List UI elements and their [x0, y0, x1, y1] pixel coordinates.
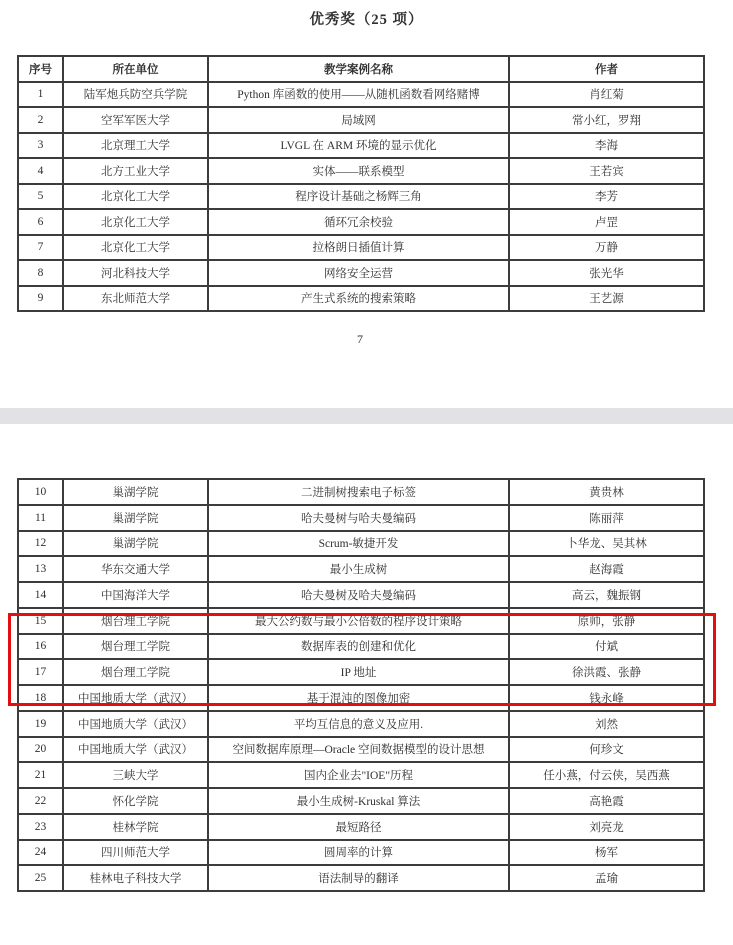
header-cell-case: 教学案例名称: [208, 56, 509, 82]
cell-author: 原帅，张静: [509, 608, 704, 634]
cell-no: 17: [18, 659, 63, 685]
cell-unit: 桂林学院: [63, 814, 208, 840]
cell-case_name: 实体——联系模型: [208, 158, 509, 184]
cell-no: 6: [18, 209, 63, 235]
cell-author: 常小红，罗翔: [509, 107, 704, 133]
cell-no: 5: [18, 184, 63, 210]
cell-unit: 四川师范大学: [63, 840, 208, 866]
cell-case_name: 语法制导的翻译: [208, 865, 509, 891]
cell-no: 23: [18, 814, 63, 840]
awards-table-page2: [17, 478, 705, 892]
cell-case_name: Python 库函数的使用——从随机函数看网络赌博: [208, 82, 509, 108]
cell-no: 10: [18, 479, 63, 505]
table-row: [18, 209, 704, 235]
cell-no: 16: [18, 634, 63, 660]
cell-author: 李芳: [509, 184, 704, 210]
table-row: [18, 184, 704, 210]
cell-unit: 烟台理工学院: [63, 634, 208, 660]
cell-case_name: 循环冗余校验: [208, 209, 509, 235]
cell-author: 钱永峰: [509, 685, 704, 711]
page-break-divider: [0, 408, 733, 424]
cell-author: 徐洪霞、张静: [509, 659, 704, 685]
cell-case_name: Scrum-敏捷开发: [208, 531, 509, 557]
table-row: [18, 82, 704, 108]
cell-author: 张光华: [509, 260, 704, 286]
cell-author: 刘然: [509, 711, 704, 737]
cell-case_name: 拉格朗日插值计算: [208, 235, 509, 261]
cell-no: 22: [18, 788, 63, 814]
awards-table-page1: [17, 55, 705, 312]
cell-unit: 北京化工大学: [63, 184, 208, 210]
cell-unit: 烟台理工学院: [63, 659, 208, 685]
cell-unit: 空军军医大学: [63, 107, 208, 133]
cell-no: 8: [18, 260, 63, 286]
cell-no: 7: [18, 235, 63, 261]
cell-unit: 北京化工大学: [63, 209, 208, 235]
cell-no: 11: [18, 505, 63, 531]
table-row: [18, 158, 704, 184]
table-row: [18, 505, 704, 531]
cell-no: 24: [18, 840, 63, 866]
table-row: [18, 582, 704, 608]
cell-case_name: 二进制树搜索电子标签: [208, 479, 509, 505]
table-row: [18, 479, 704, 505]
cell-case_name: 基于混沌的图像加密: [208, 685, 509, 711]
table-row: [18, 133, 704, 159]
table-row: [18, 814, 704, 840]
cell-case_name: 哈夫曼树与哈夫曼编码: [208, 505, 509, 531]
cell-case_name: 平均互信息的意义及应用.: [208, 711, 509, 737]
cell-no: 14: [18, 582, 63, 608]
cell-author: 付斌: [509, 634, 704, 660]
cell-unit: 中国海洋大学: [63, 582, 208, 608]
table-row: [18, 608, 704, 634]
cell-unit: 巢湖学院: [63, 479, 208, 505]
cell-unit: 中国地质大学（武汉）: [63, 685, 208, 711]
cell-case_name: IP 地址: [208, 659, 509, 685]
cell-author: 陈丽萍: [509, 505, 704, 531]
cell-author: 黄贵林: [509, 479, 704, 505]
table-row: [18, 659, 704, 685]
cell-author: 李海: [509, 133, 704, 159]
cell-unit: 华东交通大学: [63, 556, 208, 582]
table-row: [18, 685, 704, 711]
cell-unit: 陆军炮兵防空兵学院: [63, 82, 208, 108]
cell-author: 万静: [509, 235, 704, 261]
cell-author: 任小燕，付云侠，吴西燕: [509, 762, 704, 788]
table-row: [18, 107, 704, 133]
cell-unit: 北京理工大学: [63, 133, 208, 159]
table-row: [18, 634, 704, 660]
cell-author: 刘亮龙: [509, 814, 704, 840]
cell-no: 20: [18, 737, 63, 763]
cell-case_name: 数据库表的创建和优化: [208, 634, 509, 660]
table-row: [18, 286, 704, 312]
cell-unit: 中国地质大学（武汉）: [63, 737, 208, 763]
table-row: [18, 531, 704, 557]
cell-case_name: 局域网: [208, 107, 509, 133]
cell-no: 15: [18, 608, 63, 634]
cell-case_name: 圆周率的计算: [208, 840, 509, 866]
cell-no: 25: [18, 865, 63, 891]
cell-no: 4: [18, 158, 63, 184]
table-row: [18, 235, 704, 261]
cell-unit: 巢湖学院: [63, 531, 208, 557]
cell-unit: 河北科技大学: [63, 260, 208, 286]
cell-case_name: 最短路径: [208, 814, 509, 840]
cell-case_name: 最大公约数与最小公倍数的程序设计策略: [208, 608, 509, 634]
cell-author: 高云，魏振钢: [509, 582, 704, 608]
header-cell-unit: 所在单位: [63, 56, 208, 82]
cell-unit: 怀化学院: [63, 788, 208, 814]
cell-author: 孟瑜: [509, 865, 704, 891]
header-cell-author: 作者: [509, 56, 704, 82]
table-row: [18, 762, 704, 788]
page-title: 优秀奖（25 项）: [309, 12, 424, 28]
cell-unit: 东北师范大学: [63, 286, 208, 312]
cell-author: 卜华龙、吴其林: [509, 531, 704, 557]
cell-case_name: 最小生成树-Kruskal 算法: [208, 788, 509, 814]
cell-author: 卢罡: [509, 209, 704, 235]
page-number: 7: [357, 332, 363, 346]
table-row: [18, 865, 704, 891]
cell-no: 12: [18, 531, 63, 557]
cell-author: 王若宾: [509, 158, 704, 184]
table-row: [18, 556, 704, 582]
cell-no: 2: [18, 107, 63, 133]
cell-case_name: 程序设计基础之杨辉三角: [208, 184, 509, 210]
cell-case_name: LVGL 在 ARM 环境的显示优化: [208, 133, 509, 159]
cell-no: 13: [18, 556, 63, 582]
header-cell-no: 序号: [18, 56, 63, 82]
cell-no: 18: [18, 685, 63, 711]
table-header-row: [18, 56, 704, 82]
cell-unit: 巢湖学院: [63, 505, 208, 531]
cell-unit: 中国地质大学（武汉）: [63, 711, 208, 737]
cell-no: 21: [18, 762, 63, 788]
cell-unit: 桂林电子科技大学: [63, 865, 208, 891]
cell-unit: 烟台理工学院: [63, 608, 208, 634]
cell-case_name: 产生式系统的搜索策略: [208, 286, 509, 312]
cell-author: 杨军: [509, 840, 704, 866]
cell-case_name: 国内企业去"IOE"历程: [208, 762, 509, 788]
cell-unit: 三峡大学: [63, 762, 208, 788]
cell-case_name: 网络安全运营: [208, 260, 509, 286]
cell-author: 赵海霞: [509, 556, 704, 582]
cell-no: 19: [18, 711, 63, 737]
cell-no: 3: [18, 133, 63, 159]
cell-author: 何珍文: [509, 737, 704, 763]
cell-unit: 北京化工大学: [63, 235, 208, 261]
cell-no: 1: [18, 82, 63, 108]
cell-unit: 北方工业大学: [63, 158, 208, 184]
table-row: [18, 737, 704, 763]
cell-case_name: 哈夫曼树及哈夫曼编码: [208, 582, 509, 608]
cell-case_name: 空间数据库原理—Oracle 空间数据模型的设计思想: [208, 737, 509, 763]
table-row: [18, 260, 704, 286]
cell-case_name: 最小生成树: [208, 556, 509, 582]
table-row: [18, 788, 704, 814]
table-row: [18, 840, 704, 866]
cell-author: 高艳霞: [509, 788, 704, 814]
table-row: [18, 711, 704, 737]
cell-author: 肖红菊: [509, 82, 704, 108]
cell-no: 9: [18, 286, 63, 312]
cell-author: 王艺源: [509, 286, 704, 312]
